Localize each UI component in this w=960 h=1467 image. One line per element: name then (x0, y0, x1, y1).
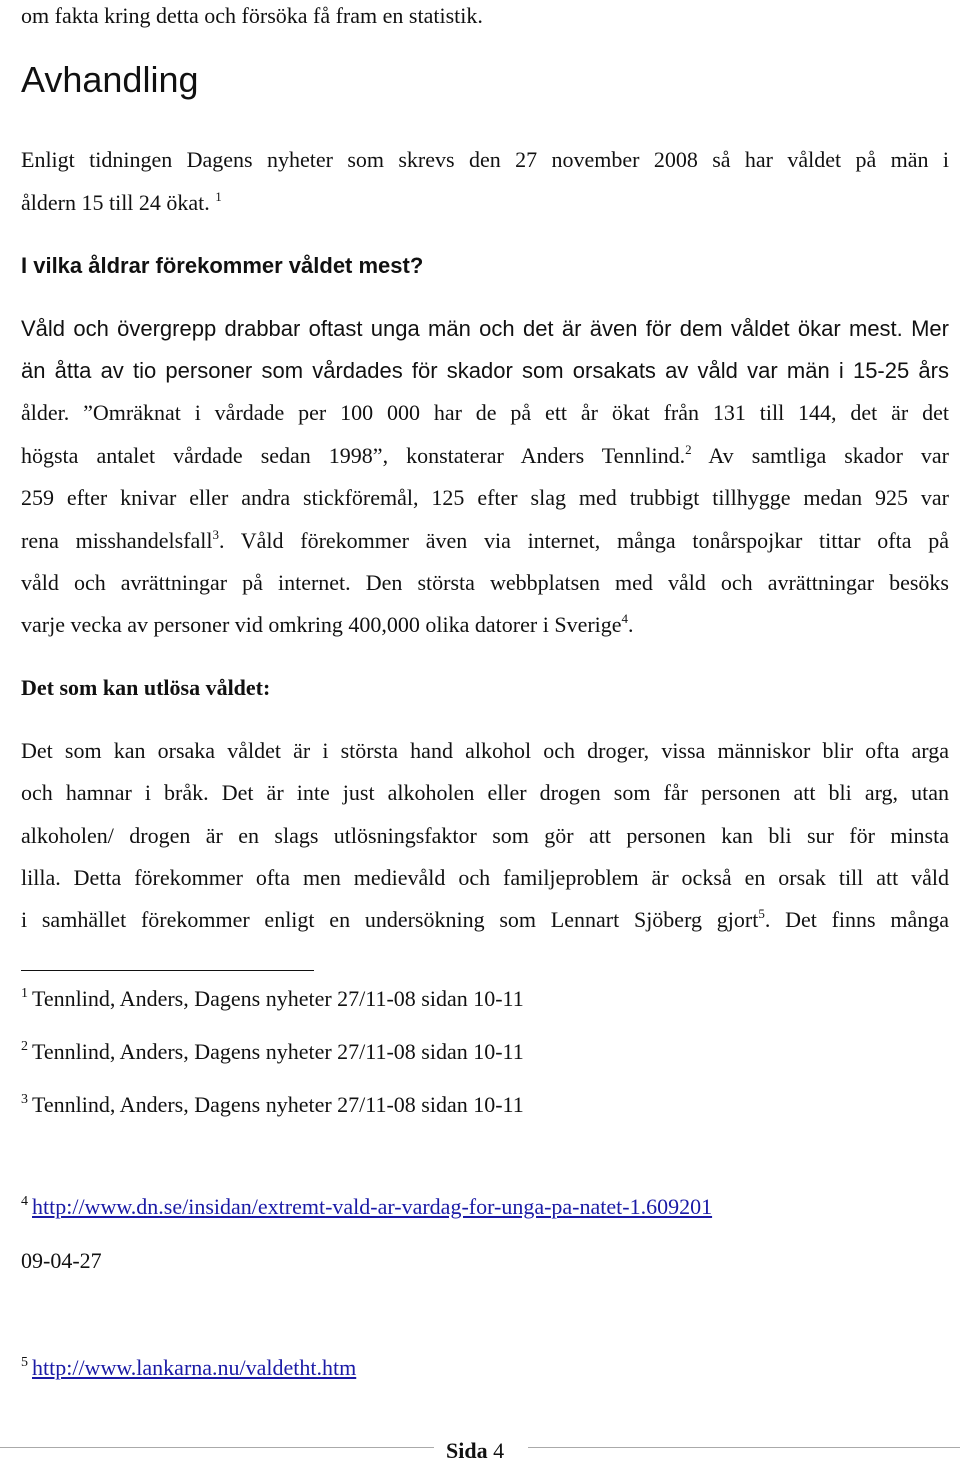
footnote-1-text: Tennlind, Anders, Dagens nyheter 27/11-08 sidan 10-11 (32, 986, 524, 1011)
para1-line-1: Våld och övergrepp drabbar oftast unga män och det är även för dem våldet ökar mest. Mer (21, 316, 949, 341)
para2-line-2: och hamnar i bråk. Det är inte just alkoholen eller drogen som får personen att bli arg, utan (21, 780, 949, 805)
footnote-4-link[interactable]: http://www.dn.se/insidan/extremt-vald-ar-vardag-for-unga-pa-natet-1.609201 (32, 1194, 713, 1219)
footnote-ref-4[interactable]: 4 (621, 611, 629, 626)
para2-line-3: alkoholen/ drogen är en slags utlösningsfaktor som gör att personen kan bli sur för minsta (21, 823, 949, 848)
para1-line-8b: . (628, 612, 634, 637)
para1-line-7: våld och avrättningar på internet. Den största webbplatsen med våld och avrättningar besöks (21, 570, 949, 595)
footnote-3 (21, 1091, 524, 1119)
para1-line-4b: Av samtliga skador var (691, 443, 949, 468)
para1-line-8 (21, 611, 634, 639)
footnote-4-number: 4 (21, 1194, 28, 1209)
footer-rule-left (0, 1447, 434, 1448)
footnote-2-number: 2 (21, 1039, 28, 1054)
footnote-3-text: Tennlind, Anders, Dagens nyheter 27/11-08 sidan 10-11 (32, 1092, 524, 1117)
top-line-text: om fakta kring detta och försöka få fram en statistik. (21, 3, 483, 28)
footnote-ref-5[interactable]: 5 (758, 906, 765, 921)
footnote-4 (21, 1193, 712, 1221)
footnote-3-number: 3 (21, 1092, 28, 1107)
footnote-2 (21, 1038, 524, 1066)
para2-line-5b: . Det finns många (764, 907, 950, 932)
para1-line-3: ålder. ”Omräknat i vårdade per 100 000 har de på ett år ökat från 131 till 144, det är det (21, 400, 949, 425)
para1-line-6a: rena misshandelsfall (21, 528, 213, 553)
section-heading: Avhandling (21, 59, 199, 100)
para2-line-1: Det som kan orsaka våldet är i största hand alkohol och droger, vissa människor blir ofta arga (21, 738, 949, 763)
footnote-2-text: Tennlind, Anders, Dagens nyheter 27/11-08 sidan 10-11 (32, 1039, 524, 1064)
page-label: Sida (446, 1438, 488, 1463)
footnote-4-date: 09-04-27 (21, 1248, 102, 1273)
para1-line-2: än åtta av tio personer som vårdades för skador som orsakats av våld var män i 15-25 års (21, 358, 949, 383)
intro-line-1: Enligt tidningen Dagens nyheter som skrevs den 27 november 2008 så har våldet på män i (21, 147, 949, 172)
footnote-5-number: 5 (21, 1355, 28, 1370)
footnote-ref-2[interactable]: 2 (685, 442, 692, 457)
question-heading: I vilka åldrar förekommer våldet mest? (21, 253, 424, 278)
page-number-value: 4 (493, 1438, 505, 1463)
para1-line-6b: . Våld förekommer även via internet, många tonårspojkar tittar ofta på (218, 528, 949, 553)
footer-rule-right (528, 1447, 960, 1448)
para1-line-4 (21, 442, 949, 470)
subheading: Det som kan utlösa våldet: (21, 675, 271, 700)
para1-line-8a: varje vecka av personer vid omkring 400,000 olika datorer i Sverige (21, 612, 622, 637)
intro-line-2 (21, 189, 222, 217)
footnote-1-number: 1 (21, 986, 28, 1001)
para2-line-5 (21, 906, 949, 934)
para1-line-5: 259 efter knivar eller andra stickföremål, 125 efter slag med trubbigt tillhygge medan 925 var (21, 485, 949, 510)
footnote-separator (21, 970, 314, 971)
para2-line-5a: i samhället förekommer enligt en undersökning som Lennart Sjöberg gjort (21, 907, 759, 932)
para1-line-6 (21, 527, 949, 555)
para2-line-4: lilla. Detta förekommer ofta men medievåld och familjeproblem är också en orsak till att våld (21, 865, 949, 890)
footnote-ref-3[interactable]: 3 (212, 527, 219, 542)
page-footer (0, 1437, 960, 1467)
intro-line-2-text: åldern 15 till 24 ökat. (21, 190, 210, 215)
footnote-1 (21, 985, 524, 1013)
para1-line-4a: högsta antalet vårdade sedan 1998”, konstaterar Anders Tennlind. (21, 443, 686, 468)
footnote-5-link[interactable]: http://www.lankarna.nu/valdetht.htm (32, 1355, 357, 1380)
footnote-ref-1[interactable]: 1 (215, 189, 222, 204)
footnote-5 (21, 1354, 356, 1382)
page-number (446, 1437, 504, 1465)
